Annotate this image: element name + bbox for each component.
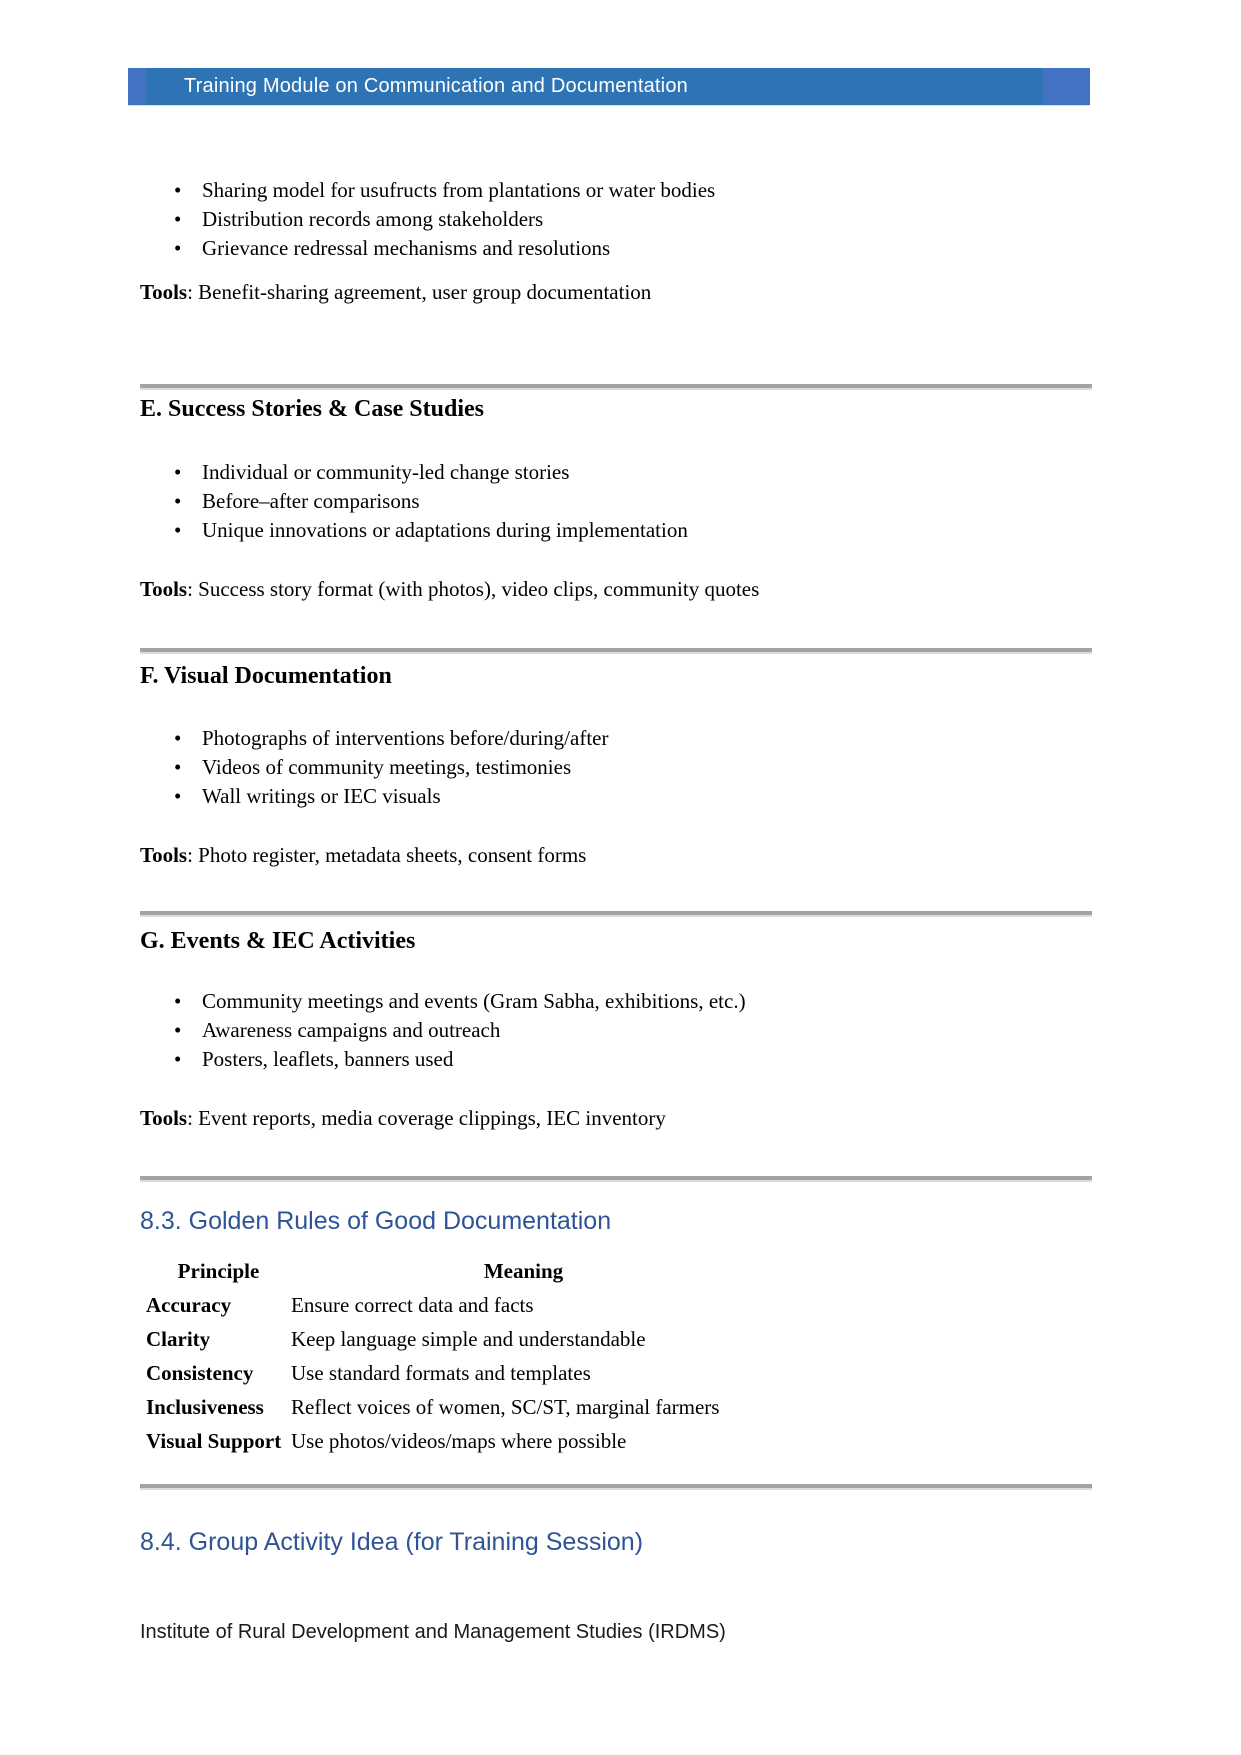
list-item (140, 724, 1100, 753)
list-item (140, 205, 1100, 234)
tools-text: : Photo register, metadata sheets, consent forms (187, 843, 587, 867)
list-item (140, 487, 1100, 516)
bullet-list-events-iec (140, 987, 1100, 1074)
principle-cell: Accuracy (146, 1293, 232, 1317)
tools-label: Tools (140, 1106, 188, 1130)
tools-text: : Success story format (with photos), video clips, community quotes (187, 577, 760, 601)
tools-line (140, 278, 651, 306)
list-item (140, 458, 1100, 487)
meaning-cell: Use photos/videos/maps where possible (291, 1429, 627, 1453)
list-item (140, 1016, 1100, 1045)
meaning-cell: Reflect voices of women, SC/ST, marginal farmers (291, 1395, 720, 1419)
table-header-principle: Principle (177, 1259, 260, 1283)
list-item-text: Awareness campaigns and outreach (202, 1018, 501, 1042)
section-divider (140, 384, 1092, 388)
section-8-3-heading: 8.3. Golden Rules of Good Documentation (140, 1207, 612, 1235)
tools-line (140, 1104, 666, 1132)
table-row (146, 1424, 766, 1458)
bullet-list-success-stories (140, 458, 1100, 545)
list-item-text: Distribution records among stakeholders (202, 207, 544, 231)
header-accent-right (1043, 68, 1090, 105)
list-item (140, 987, 1100, 1016)
header-accent-left (128, 68, 146, 105)
list-item-text: Posters, leaflets, banners used (202, 1047, 454, 1071)
section-heading-e: E. Success Stories & Case Studies (140, 396, 485, 422)
list-item (140, 782, 1100, 811)
tools-label: Tools (140, 577, 188, 601)
section-divider (140, 648, 1092, 652)
list-item (140, 516, 1100, 545)
list-item-text: Videos of community meetings, testimonies (202, 755, 572, 779)
page-header-bar (128, 68, 1090, 106)
section-8-4-heading: 8.4. Group Activity Idea (for Training Session) (140, 1528, 644, 1556)
list-item-text: Wall writings or IEC visuals (202, 784, 441, 808)
principle-cell: Inclusiveness (146, 1395, 264, 1419)
table-row (146, 1356, 766, 1390)
tools-text: : Benefit-sharing agreement, user group documentation (187, 280, 652, 304)
tools-label: Tools (140, 280, 188, 304)
section-heading-f: F. Visual Documentation (140, 663, 392, 689)
bullet-list-benefit-sharing (140, 176, 1100, 263)
list-item (140, 1045, 1100, 1074)
list-item (140, 234, 1100, 263)
principle-cell: Clarity (146, 1327, 211, 1351)
list-item-text: Sharing model for usufructs from plantations or water bodies (202, 178, 716, 202)
header-title-band (146, 68, 1043, 105)
section-divider (140, 911, 1092, 915)
list-item-text: Before–after comparisons (202, 489, 420, 513)
tools-label: Tools (140, 843, 188, 867)
section-heading-g: G. Events & IEC Activities (140, 928, 416, 954)
header-title: Training Module on Communication and Documentation (184, 75, 688, 97)
meaning-cell: Use standard formats and templates (291, 1361, 591, 1385)
table-row (146, 1288, 766, 1322)
list-item-text: Individual or community-led change stories (202, 460, 570, 484)
meaning-cell: Ensure correct data and facts (291, 1293, 534, 1317)
table-header-row (146, 1254, 766, 1288)
list-item-text: Community meetings and events (Gram Sabha, exhibitions, etc.) (202, 989, 746, 1013)
principle-cell: Visual Support (146, 1429, 282, 1453)
principle-cell: Consistency (146, 1361, 254, 1385)
page-footer: Institute of Rural Development and Management Studies (IRDMS) (140, 1621, 726, 1643)
tools-line (140, 841, 586, 869)
table-header-meaning: Meaning (483, 1259, 564, 1283)
table-row (146, 1390, 766, 1424)
golden-rules-table (146, 1254, 766, 1458)
meaning-cell: Keep language simple and understandable (291, 1327, 646, 1351)
list-item-text: Photographs of interventions before/during/after (202, 726, 609, 750)
list-item (140, 753, 1100, 782)
section-divider (140, 1176, 1092, 1180)
section-divider (140, 1484, 1092, 1488)
bullet-list-visual-documentation (140, 724, 1100, 811)
list-item-text: Grievance redressal mechanisms and resolutions (202, 236, 611, 260)
list-item-text: Unique innovations or adaptations during implementation (202, 518, 688, 542)
list-item (140, 176, 1100, 205)
table-row (146, 1322, 766, 1356)
tools-line (140, 575, 759, 603)
tools-text: : Event reports, media coverage clippings, IEC inventory (187, 1106, 666, 1130)
